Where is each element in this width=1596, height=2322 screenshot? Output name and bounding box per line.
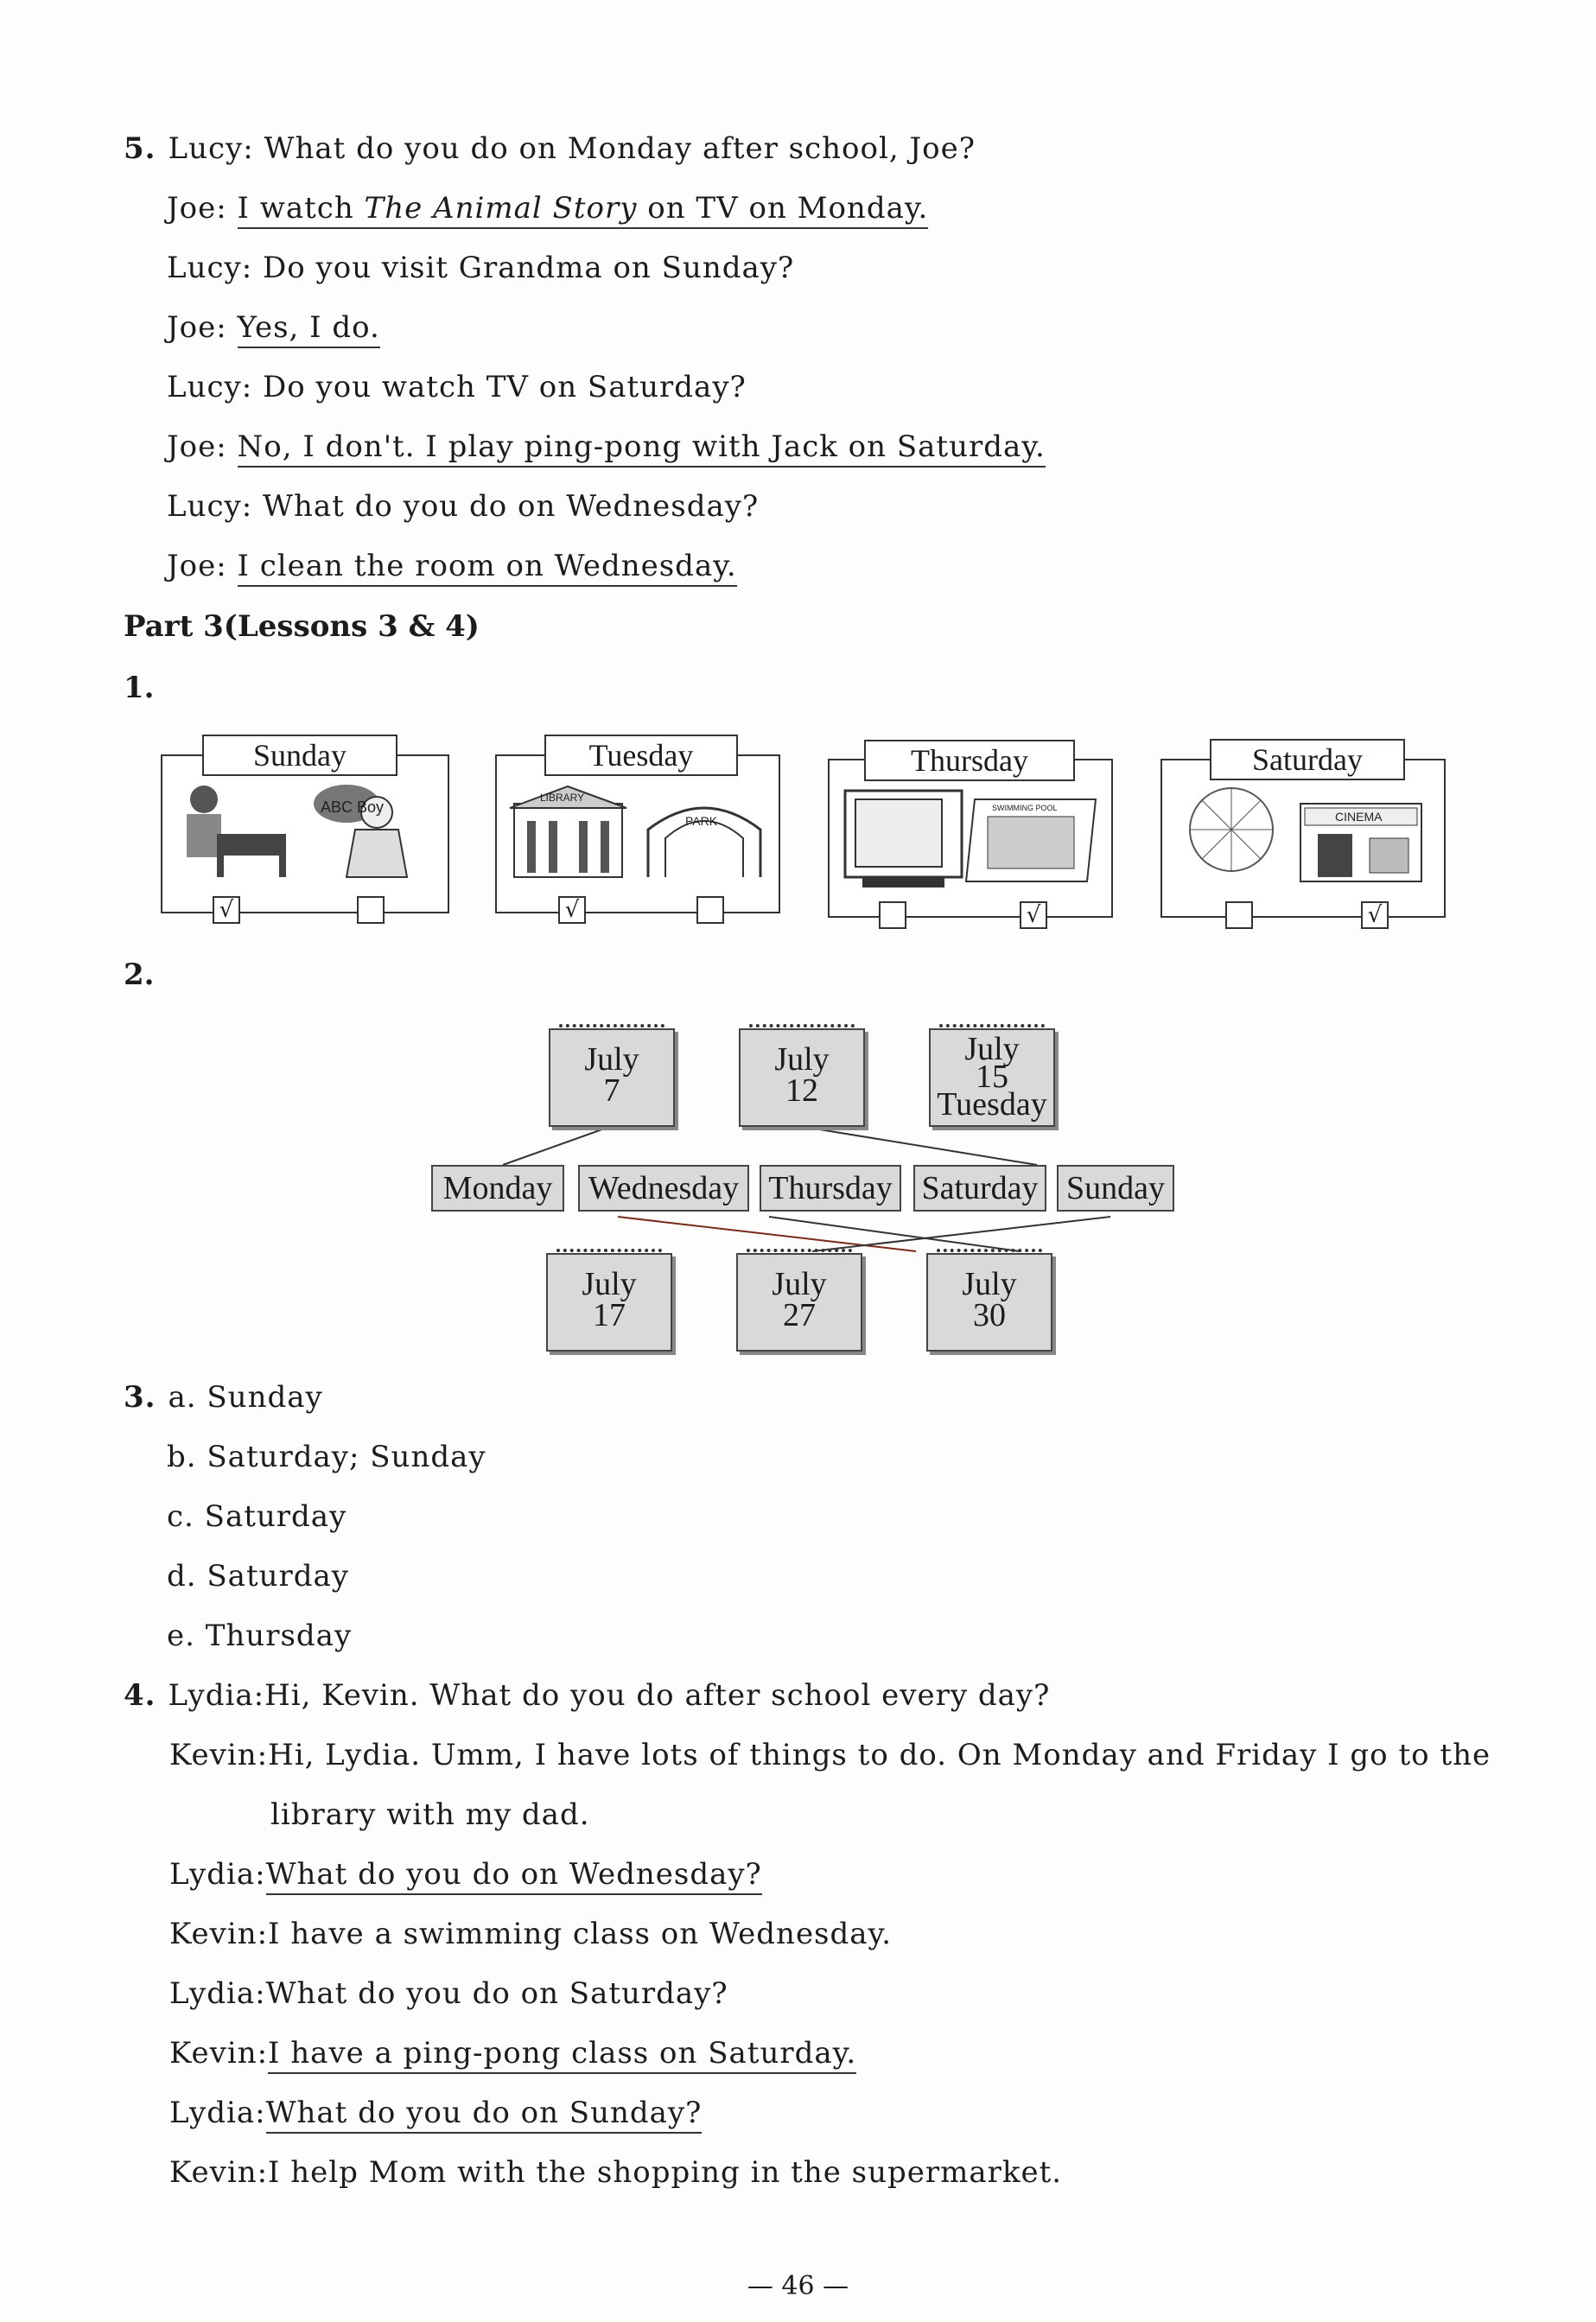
day-box: Monday bbox=[431, 1165, 564, 1212]
q5-line-3: Lucy: Do you visit Grandma on Sunday? bbox=[167, 251, 795, 285]
q4-line-8: Kevin:I help Mom with the shopping in the supermarket. bbox=[169, 2155, 1063, 2190]
q5-answer-4: I clean the room on Wednesday. bbox=[238, 549, 737, 587]
q1-checkbox[interactable]: √ bbox=[1020, 901, 1047, 929]
q3-line-c: c. Saturday bbox=[167, 1499, 347, 1534]
svg-text:CINEMA: CINEMA bbox=[1335, 810, 1383, 824]
q4-line-1: 4. Lydia:Hi, Kevin. What do you do after school every day? bbox=[124, 1678, 1051, 1713]
q5-line-5: Lucy: Do you watch TV on Saturday? bbox=[167, 370, 747, 404]
q4-line-7: Lydia:What do you do on Sunday? bbox=[169, 2096, 702, 2130]
q4-line-2: Kevin:Hi, Lydia. Umm, I have lots of things to do. On Monday and Friday I go to the bbox=[169, 1738, 1491, 1772]
svg-text:ABC Boy: ABC Boy bbox=[321, 798, 385, 816]
calendar-card: July 27 bbox=[736, 1253, 862, 1352]
day-box: Wednesday bbox=[578, 1165, 749, 1212]
q5-answer-2: Yes, I do. bbox=[238, 310, 380, 348]
calendar-card: July 7 bbox=[549, 1028, 675, 1127]
q1-checkbox[interactable]: √ bbox=[558, 896, 586, 924]
q1-day-label: Thursday bbox=[864, 740, 1075, 781]
calendar-card: July 17 bbox=[546, 1253, 672, 1352]
q4-line-4: Kevin:I have a swimming class on Wednesday. bbox=[169, 1917, 893, 1951]
match-line bbox=[804, 1127, 1037, 1165]
match-line bbox=[618, 1217, 916, 1251]
q3-line-e: e. Thursday bbox=[167, 1619, 353, 1653]
q4-line-3: Lydia:What do you do on Wednesday? bbox=[169, 1857, 762, 1892]
day-box: Saturday bbox=[913, 1165, 1046, 1212]
day-box: Sunday bbox=[1057, 1165, 1174, 1212]
calendar-card: July 12 bbox=[739, 1028, 865, 1127]
q4-answer-2: I have a ping-pong class on Saturday. bbox=[268, 2036, 856, 2074]
day-box: Thursday bbox=[760, 1165, 901, 1212]
q5-line-8: Joe: I clean the room on Wednesday. bbox=[167, 549, 737, 583]
q4-line-2-cont: library with my dad. bbox=[270, 1797, 590, 1832]
q5-line-2: Joe: I watch The Animal Story on TV on Monday. bbox=[167, 191, 928, 226]
q2-number: 2. bbox=[124, 957, 155, 992]
q1-checkbox[interactable]: √ bbox=[1361, 901, 1389, 929]
q5-number: 5. bbox=[124, 131, 156, 166]
q3-number: 3. bbox=[124, 1380, 156, 1415]
q1-number: 1. bbox=[124, 671, 155, 705]
q3-line-b: b. Saturday; Sunday bbox=[167, 1440, 486, 1474]
q5-line-7: Lucy: What do you do on Wednesday? bbox=[167, 489, 760, 524]
svg-text:SWIMMING POOL: SWIMMING POOL bbox=[992, 804, 1058, 812]
q5-answer-3: No, I don't. I play ping-pong with Jack on Saturday. bbox=[238, 429, 1046, 468]
svg-text:PARK: PARK bbox=[685, 814, 718, 828]
match-line bbox=[503, 1127, 609, 1165]
q1-day-label: Sunday bbox=[202, 735, 397, 776]
match-line bbox=[812, 1217, 1110, 1251]
q5-line-4: Joe: Yes, I do. bbox=[167, 310, 380, 345]
q4-answer-1: What do you do on Wednesday? bbox=[266, 1857, 762, 1895]
match-line bbox=[769, 1217, 1020, 1251]
q5-line-6: Joe: No, I don't. I play ping-pong with Jack on Saturday. bbox=[167, 429, 1046, 464]
calendar-card: July 30 bbox=[926, 1253, 1052, 1352]
q4-line-5: Lydia:What do you do on Saturday? bbox=[169, 1976, 728, 2011]
calendar-card: July 15 Tuesday bbox=[929, 1028, 1055, 1127]
q3-line-a: 3. a. Sunday bbox=[124, 1380, 323, 1415]
q5-line-1: 5. Lucy: What do you do on Monday after school, Joe? bbox=[124, 131, 976, 166]
q4-answer-3: What do you do on Sunday? bbox=[266, 2096, 703, 2134]
svg-text:LIBRARY: LIBRARY bbox=[540, 792, 585, 804]
q5-answer-1: I watch The Animal Story on TV on Monday. bbox=[238, 191, 929, 229]
q4-number: 4. bbox=[124, 1678, 156, 1713]
q1-day-label: Tuesday bbox=[544, 735, 738, 776]
q3-line-d: d. Saturday bbox=[167, 1559, 349, 1594]
q1-checkbox[interactable]: √ bbox=[213, 896, 240, 924]
part3-heading: Part 3(Lessons 3 & 4) bbox=[124, 609, 480, 644]
page-number: — 46 — bbox=[747, 2271, 849, 2301]
q1-day-label: Saturday bbox=[1210, 739, 1405, 780]
q4-line-6: Kevin:I have a ping-pong class on Saturday. bbox=[169, 2036, 856, 2071]
